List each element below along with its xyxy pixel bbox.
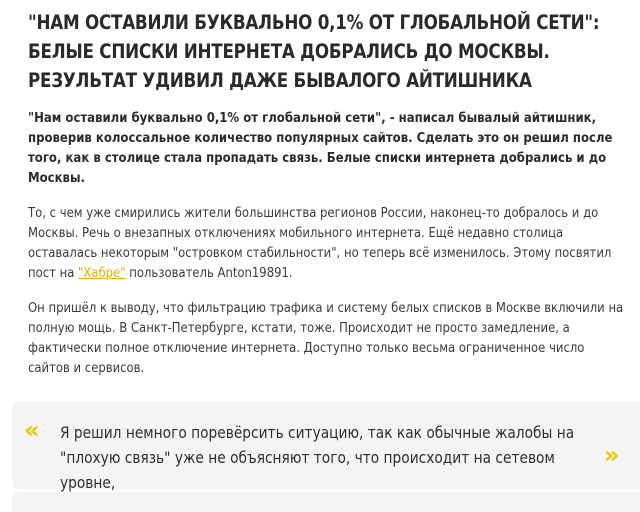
article-quote (12, 402, 640, 492)
next-block (12, 492, 640, 512)
article-paragraph-1 (28, 204, 623, 284)
article-headline: "НАМ ОСТАВИЛИ БУКВАЛЬНО 0,1% ОТ ГЛОБАЛЬНОЙ СЕТИ": БЕЛЫЕ СПИСКИ ИНТЕРНЕТА ДОБРАЛИСЬ ДО МОСКВЫ. РЕЗУЛЬТАТ УДИВИЛ ДАЖЕ БЫВАЛОГО АЙТИШНИКА (28, 11, 600, 92)
quote-text: Я решил немного поревёрсить ситуацию, так как обычные жалобы на "плохую связь" уже не объясняют того, что происходит на сетевом уровне, (60, 423, 575, 492)
paragraph-text: пользователь Anton19891. (125, 266, 293, 281)
paragraph-text: То, с чем уже смирились жители большинства регионов России, наконец-то добралось и до Москвы. Речь о внезапных отключениях мобильного интернета. Ещё недавно столица оставалась некоторым "островком стабильности", но теперь всё изменилось. Этому посвятил пост на (28, 206, 612, 281)
quote-open-icon: « (24, 416, 40, 444)
quote-close-icon: » (604, 441, 620, 469)
habr-link[interactable]: "Хабре" (78, 266, 126, 281)
article-lead: "Нам оставили буквально 0,1% от глобальной сети", - написал бывалый айтишник, проверив колоссальное количество популярных сайтов. Сделать это он решил после того, как в столице стала пропадать связь. Белые списки интернета добрались и до Москвы. (28, 111, 613, 186)
article-paragraph-2: Он пришёл к выводу, что фильтрацию трафика и систему белых списков в Москве включили на полную мощь. В Санкт-Петербурге, кстати, тоже. Происходит не просто замедление, а фактически полное отключение интернета. Доступно только весьма ограниченное число сайтов и сервисов. (28, 301, 624, 376)
